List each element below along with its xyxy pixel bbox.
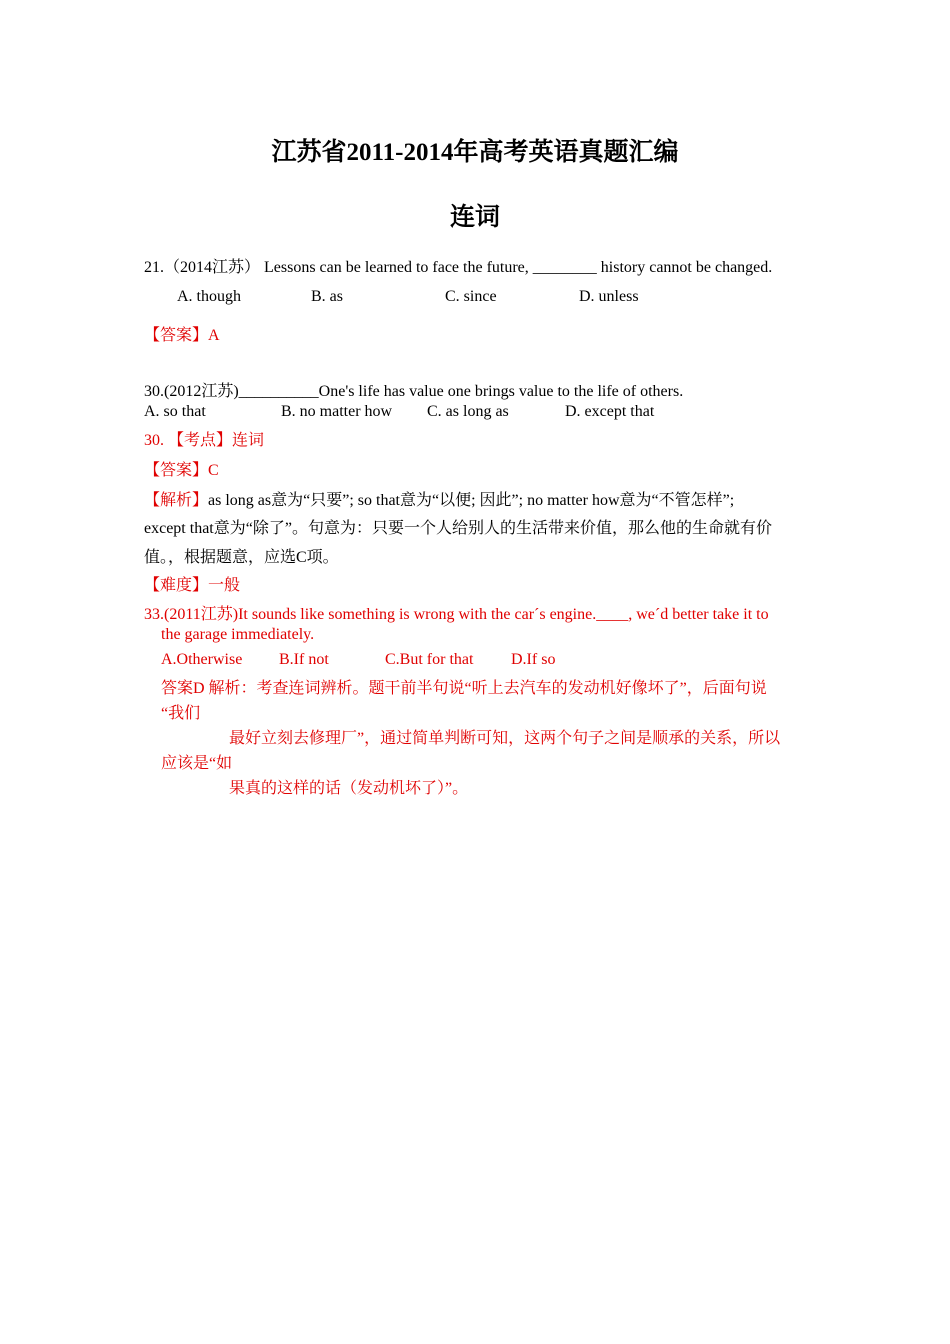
- q30-option-c: C. as long as: [427, 403, 509, 420]
- q30-difficulty: 【难度】一般: [144, 577, 241, 594]
- q33-answer-line-5: 果真的这样的话（发动机坏了）”。: [229, 780, 469, 797]
- q33-answer-line-3: 最好立刻去修理厂”，通过简单判断可知，这两个句子之间是顺承的关系，所以: [229, 730, 781, 747]
- q30-analysis-line-1: [144, 487, 734, 510]
- q33-answer-line-4: 应该是“如: [161, 755, 233, 772]
- q21-option-d: D. unless: [579, 288, 639, 305]
- q30-analysis-line-2: except that意为“除了”。句意为：只要一个人给别人的生活带来价值，那么他的生命就有价: [144, 520, 772, 537]
- q30-option-d: D. except that: [565, 403, 655, 420]
- q30-option-b: B. no matter how: [281, 403, 393, 420]
- q33-option-d: D.If so: [511, 651, 556, 668]
- q30-analysis-bracket: 【解析】: [144, 492, 209, 509]
- q21-option-b: B. as: [311, 288, 343, 305]
- q30-stem: 30.(2012江苏)__________One's life has value one brings value to the life of others.: [144, 383, 684, 400]
- q30-analysis-text-1: as long as意为“只要”; so that意为“以便; 因此”; no matter how意为“不管怎样”;: [208, 492, 735, 509]
- q30-answer-value: C: [208, 462, 219, 479]
- q21-stem: 21.（2014江苏） Lessons can be learned to face the future, ________ history cannot be changed.: [144, 259, 773, 276]
- q21-option-c: C. since: [445, 288, 497, 305]
- q30-point: 30. 【考点】连词: [144, 432, 265, 449]
- q30-analysis-line-3: 值。，根据题意，应选C项。: [144, 549, 339, 566]
- document-subtitle: 连词: [449, 204, 500, 231]
- q30-option-a: A. so that: [144, 403, 206, 420]
- q33-option-c: C.But for that: [385, 651, 474, 668]
- q21-answer-value: A: [208, 327, 220, 344]
- q30-answer: [144, 457, 219, 480]
- q21-answer-bracket: 【答案】: [144, 327, 209, 344]
- q33-answer-line-1: 答案D 解析：考查连词辨析。题干前半句说“听上去汽车的发动机好像坏了”，后面句说: [161, 680, 767, 697]
- document-title: 江苏省2011-2014年高考英语真题汇编: [271, 139, 679, 166]
- q21-option-a: A. though: [177, 288, 241, 305]
- q33-option-b: B.If not: [279, 651, 329, 668]
- q30-answer-bracket: 【答案】: [144, 462, 209, 479]
- q33-answer-line-2: “我们: [161, 705, 201, 722]
- q33-option-a: A.Otherwise: [161, 651, 243, 668]
- q21-answer: [144, 322, 220, 345]
- q33-stem-line-1: 33.(2011江苏)It sounds like something is wrong with the car´s engine.____, we´d better take it to: [144, 606, 769, 623]
- q33-stem-line-2: the garage immediately.: [161, 626, 315, 643]
